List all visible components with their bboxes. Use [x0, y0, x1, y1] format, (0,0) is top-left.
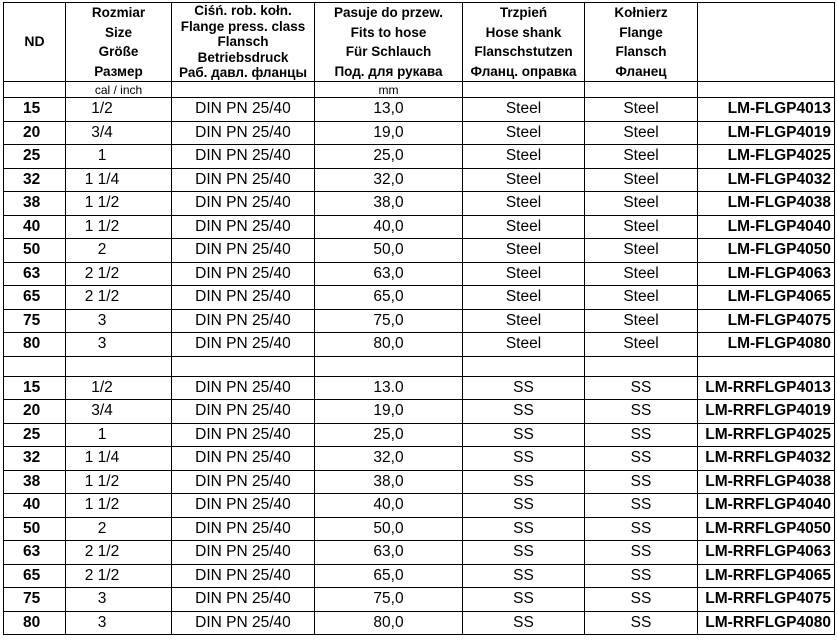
cell-flange: SS — [585, 494, 698, 518]
cell-shank: SS — [463, 611, 585, 635]
table-row — [4, 494, 835, 518]
cell-shank: SS — [463, 470, 585, 494]
group-separator-row — [4, 356, 835, 376]
header-code — [698, 3, 835, 82]
cell-flange: Steel — [585, 286, 698, 310]
header-pressure — [172, 3, 315, 82]
cell-shank: Steel — [463, 286, 585, 310]
cell-pressure: DIN PN 25/40 — [172, 262, 315, 286]
cell-code: LM-RRFLGP4013 — [698, 376, 835, 400]
cell-pressure: DIN PN 25/40 — [172, 588, 315, 612]
table-row — [4, 470, 835, 494]
cell-hose: 38,0 — [315, 470, 463, 494]
cell-size — [66, 376, 172, 400]
table-row — [4, 564, 835, 588]
cell-size-value: 1 1/2 — [84, 217, 120, 235]
cell-shank: Steel — [463, 168, 585, 192]
separator-cell — [172, 356, 315, 376]
cell-pressure: DIN PN 25/40 — [172, 376, 315, 400]
table-row — [4, 192, 835, 216]
cell-code: LM-FLGP4019 — [698, 121, 835, 145]
cell-hose: 32,0 — [315, 168, 463, 192]
header-flange-en: Flange — [619, 24, 663, 40]
cell-flange: SS — [585, 517, 698, 541]
header-size-en: Size — [104, 24, 132, 40]
cell-shank: Steel — [463, 145, 585, 169]
cell-hose: 19,0 — [315, 400, 463, 424]
cell-hose: 40,0 — [315, 215, 463, 239]
cell-size-value: 2 1/2 — [84, 543, 120, 561]
cell-shank: SS — [463, 564, 585, 588]
cell-pressure: DIN PN 25/40 — [172, 447, 315, 471]
cell-flange: Steel — [585, 121, 698, 145]
cell-shank: Steel — [463, 333, 585, 357]
header-pressure-de2: Betriebsdruck — [197, 49, 289, 65]
cell-size-value: 1 1/2 — [84, 472, 120, 490]
cell-flange: SS — [585, 470, 698, 494]
cell-flange: Steel — [585, 145, 698, 169]
cell-nd: 32 — [4, 447, 66, 471]
cell-hose: 32,0 — [315, 447, 463, 471]
cell-size — [66, 470, 172, 494]
cell-nd: 65 — [4, 564, 66, 588]
cell-pressure: DIN PN 25/40 — [172, 215, 315, 239]
cell-pressure: DIN PN 25/40 — [172, 564, 315, 588]
header-size — [66, 3, 172, 82]
table-row — [4, 517, 835, 541]
header-hose-pl: Pasuje do przew. — [333, 5, 444, 20]
header-flange-de: Flansch — [615, 44, 667, 59]
table-row — [4, 215, 835, 239]
cell-pressure: DIN PN 25/40 — [172, 470, 315, 494]
cell-hose: 65,0 — [315, 564, 463, 588]
cell-pressure: DIN PN 25/40 — [172, 309, 315, 333]
table-row — [4, 262, 835, 286]
cell-shank: SS — [463, 376, 585, 400]
cell-nd: 25 — [4, 145, 66, 169]
cell-pressure: DIN PN 25/40 — [172, 145, 315, 169]
separator-cell — [698, 356, 835, 376]
units-shank — [463, 82, 585, 98]
cell-code: LM-FLGP4038 — [698, 192, 835, 216]
cell-hose: 80,0 — [315, 333, 463, 357]
cell-size-value: 1 1/2 — [84, 496, 120, 514]
header-flange-pl: Kołnierz — [614, 5, 668, 20]
cell-flange: Steel — [585, 215, 698, 239]
cell-size-value: 1 1/4 — [84, 170, 120, 188]
cell-code: LM-RRFLGP4065 — [698, 564, 835, 588]
cell-nd: 80 — [4, 611, 66, 635]
cell-size-value: 3 — [97, 311, 107, 329]
cell-code: LM-RRFLGP4038 — [698, 470, 835, 494]
table-row — [4, 423, 835, 447]
cell-size-value: 3/4 — [91, 402, 113, 420]
separator-cell — [585, 356, 698, 376]
cell-size — [66, 423, 172, 447]
cell-pressure: DIN PN 25/40 — [172, 333, 315, 357]
cell-code: LM-RRFLGP4032 — [698, 447, 835, 471]
cell-code: LM-FLGP4025 — [698, 145, 835, 169]
cell-size-value: 2 1/2 — [84, 288, 120, 306]
table-row — [4, 168, 835, 192]
cell-nd: 15 — [4, 376, 66, 400]
header-hose — [315, 3, 463, 82]
cell-size — [66, 588, 172, 612]
cell-flange: Steel — [585, 98, 698, 122]
cell-nd: 25 — [4, 423, 66, 447]
cell-size — [66, 400, 172, 424]
header-pressure-en: Flange press. class — [180, 18, 306, 34]
cell-hose: 38,0 — [315, 192, 463, 216]
cell-size — [66, 121, 172, 145]
cell-code: LM-FLGP4040 — [698, 215, 835, 239]
cell-nd: 75 — [4, 588, 66, 612]
cell-nd: 63 — [4, 262, 66, 286]
cell-flange: Steel — [585, 192, 698, 216]
cell-nd: 65 — [4, 286, 66, 310]
header-size-pl: Rozmiar — [91, 5, 146, 20]
header-shank-ru: Фланц. оправка — [470, 63, 577, 79]
cell-size — [66, 447, 172, 471]
cell-pressure: DIN PN 25/40 — [172, 192, 315, 216]
cell-pressure: DIN PN 25/40 — [172, 541, 315, 565]
cell-shank: Steel — [463, 192, 585, 216]
table-row — [4, 376, 835, 400]
cell-hose: 50,0 — [315, 517, 463, 541]
cell-hose: 75,0 — [315, 309, 463, 333]
separator-cell — [463, 356, 585, 376]
cell-code: LM-RRFLGP4075 — [698, 588, 835, 612]
cell-pressure: DIN PN 25/40 — [172, 423, 315, 447]
cell-flange: Steel — [585, 239, 698, 263]
cell-size — [66, 145, 172, 169]
cell-size — [66, 215, 172, 239]
cell-size-value: 1 1/4 — [84, 449, 120, 467]
cell-flange: SS — [585, 541, 698, 565]
cell-size — [66, 262, 172, 286]
cell-code: LM-FLGP4080 — [698, 333, 835, 357]
cell-flange: SS — [585, 611, 698, 635]
cell-code: LM-RRFLGP4019 — [698, 400, 835, 424]
units-nd — [4, 82, 66, 98]
cell-size-value: 2 1/2 — [84, 566, 120, 584]
cell-flange: SS — [585, 588, 698, 612]
cell-hose: 40,0 — [315, 494, 463, 518]
cell-nd: 32 — [4, 168, 66, 192]
table-row — [4, 333, 835, 357]
cell-nd: 63 — [4, 541, 66, 565]
units-row — [4, 82, 835, 98]
cell-code: LM-FLGP4013 — [698, 98, 835, 122]
table-row — [4, 145, 835, 169]
table-row — [4, 447, 835, 471]
cell-flange: SS — [585, 423, 698, 447]
cell-nd: 75 — [4, 309, 66, 333]
cell-hose: 25,0 — [315, 423, 463, 447]
separator-cell — [66, 356, 172, 376]
cell-hose: 13.0 — [315, 376, 463, 400]
cell-nd: 15 — [4, 98, 66, 122]
cell-pressure: DIN PN 25/40 — [172, 517, 315, 541]
cell-hose: 80,0 — [315, 611, 463, 635]
table-row — [4, 121, 835, 145]
cell-hose: 65,0 — [315, 286, 463, 310]
cell-nd: 38 — [4, 470, 66, 494]
cell-nd: 20 — [4, 400, 66, 424]
cell-size-value: 2 — [97, 519, 107, 537]
cell-pressure: DIN PN 25/40 — [172, 98, 315, 122]
cell-code: LM-FLGP4075 — [698, 309, 835, 333]
cell-hose: 25,0 — [315, 145, 463, 169]
cell-size — [66, 168, 172, 192]
cell-size-value: 1/2 — [91, 378, 113, 396]
cell-hose: 50,0 — [315, 239, 463, 263]
cell-code: LM-RRFLGP4025 — [698, 423, 835, 447]
cell-code: LM-FLGP4065 — [698, 286, 835, 310]
cell-flange: SS — [585, 447, 698, 471]
cell-shank: SS — [463, 494, 585, 518]
cell-size — [66, 611, 172, 635]
cell-size-value: 1 — [97, 147, 107, 165]
cell-nd: 50 — [4, 239, 66, 263]
header-hose-en: Fits to hose — [350, 24, 427, 40]
cell-size-value: 1/2 — [91, 100, 113, 118]
cell-code: LM-FLGP4063 — [698, 262, 835, 286]
units-code — [698, 82, 835, 98]
cell-size — [66, 239, 172, 263]
table-row — [4, 309, 835, 333]
cell-flange: Steel — [585, 333, 698, 357]
table-row — [4, 98, 835, 122]
units-flange — [585, 82, 698, 98]
cell-size — [66, 517, 172, 541]
cell-flange: SS — [585, 376, 698, 400]
cell-flange: SS — [585, 564, 698, 588]
cell-nd: 38 — [4, 192, 66, 216]
header-pressure-pl: Ciśń. rob. kołn. — [194, 3, 292, 19]
cell-flange: SS — [585, 400, 698, 424]
cell-size-value: 1 1/2 — [84, 194, 120, 212]
cell-shank: Steel — [463, 262, 585, 286]
cell-size-value: 3/4 — [91, 123, 113, 141]
cell-nd: 50 — [4, 517, 66, 541]
cell-size — [66, 333, 172, 357]
table-row — [4, 286, 835, 310]
cell-flange: Steel — [585, 168, 698, 192]
cell-flange: Steel — [585, 309, 698, 333]
units-pressure — [172, 82, 315, 98]
cell-pressure: DIN PN 25/40 — [172, 494, 315, 518]
units-hose: mm — [315, 82, 463, 98]
header-shank-pl: Trzpień — [499, 5, 548, 20]
cell-nd: 40 — [4, 494, 66, 518]
cell-size-value: 3 — [97, 335, 107, 353]
header-size-ru: Размер — [94, 63, 143, 79]
table-row — [4, 239, 835, 263]
header-pressure-de1: Flansch — [217, 34, 269, 50]
cell-code: LM-FLGP4032 — [698, 168, 835, 192]
header-shank — [463, 3, 585, 82]
cell-hose: 75,0 — [315, 588, 463, 612]
cell-size-value: 2 — [97, 241, 107, 259]
cell-nd: 20 — [4, 121, 66, 145]
cell-size — [66, 309, 172, 333]
cell-hose: 63,0 — [315, 262, 463, 286]
header-pressure-ru: Раб. давл. фланцы — [179, 65, 307, 81]
cell-size-value: 3 — [97, 613, 107, 631]
cell-shank: SS — [463, 423, 585, 447]
table-row — [4, 611, 835, 635]
cell-nd: 40 — [4, 215, 66, 239]
header-size-de: Größe — [98, 44, 139, 59]
cell-size-value: 2 1/2 — [84, 264, 120, 282]
cell-pressure: DIN PN 25/40 — [172, 400, 315, 424]
cell-code: LM-RRFLGP4080 — [698, 611, 835, 635]
cell-hose: 63,0 — [315, 541, 463, 565]
cell-code: LM-RRFLGP4040 — [698, 494, 835, 518]
cell-code: LM-RRFLGP4050 — [698, 517, 835, 541]
cell-shank: Steel — [463, 309, 585, 333]
separator-cell — [315, 356, 463, 376]
cell-code: LM-FLGP4050 — [698, 239, 835, 263]
cell-shank: Steel — [463, 121, 585, 145]
cell-size — [66, 192, 172, 216]
header-hose-ru: Под. для рукава — [334, 63, 443, 79]
header-shank-de: Flanschstutzen — [474, 44, 573, 59]
cell-pressure: DIN PN 25/40 — [172, 121, 315, 145]
header-shank-en: Hose shank — [485, 24, 562, 40]
cell-size — [66, 286, 172, 310]
cell-shank: SS — [463, 517, 585, 541]
cell-shank: Steel — [463, 215, 585, 239]
table-body — [4, 98, 835, 635]
table-header — [4, 3, 835, 98]
cell-shank: SS — [463, 447, 585, 471]
cell-pressure: DIN PN 25/40 — [172, 286, 315, 310]
cell-pressure: DIN PN 25/40 — [172, 611, 315, 635]
cell-shank: Steel — [463, 239, 585, 263]
cell-size — [66, 494, 172, 518]
cell-shank: Steel — [463, 98, 585, 122]
cell-size — [66, 541, 172, 565]
cell-size-value: 1 — [97, 425, 107, 443]
separator-cell — [4, 356, 66, 376]
cell-nd: 80 — [4, 333, 66, 357]
header-flange-ru: Фланец — [615, 63, 667, 79]
cell-hose: 13,0 — [315, 98, 463, 122]
cell-shank: SS — [463, 400, 585, 424]
header-row — [4, 3, 835, 82]
header-hose-de: Für Schlauch — [345, 44, 432, 59]
cell-size — [66, 564, 172, 588]
cell-size — [66, 98, 172, 122]
table-row — [4, 541, 835, 565]
header-nd: ND — [4, 3, 66, 82]
cell-pressure: DIN PN 25/40 — [172, 239, 315, 263]
cell-flange: Steel — [585, 262, 698, 286]
cell-pressure: DIN PN 25/40 — [172, 168, 315, 192]
table-row — [4, 400, 835, 424]
flange-spec-table — [3, 2, 835, 635]
cell-size-value: 3 — [97, 590, 107, 608]
header-flange — [585, 3, 698, 82]
table-row — [4, 588, 835, 612]
cell-hose: 19,0 — [315, 121, 463, 145]
units-size: cal / inch — [66, 82, 172, 98]
cell-shank: SS — [463, 588, 585, 612]
cell-code: LM-RRFLGP4063 — [698, 541, 835, 565]
cell-shank: SS — [463, 541, 585, 565]
